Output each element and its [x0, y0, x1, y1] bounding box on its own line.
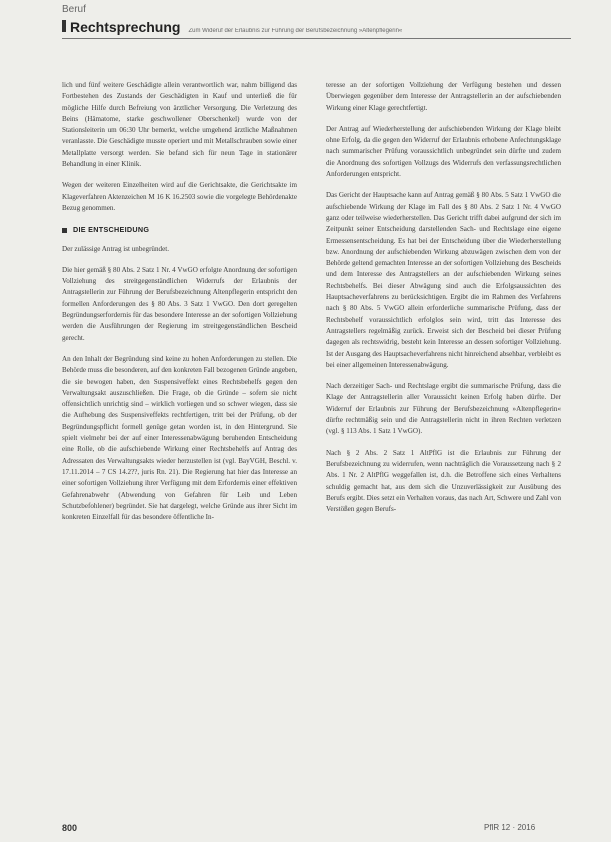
paragraph: Nach derzeitiger Sach- und Rechtslage ergibt die summarische Prüfung, dass die Klage der Antragstellerin aller Voraussicht keinen Erfolg haben dürfte. Der Widerruf der Erlaubnis zur Führung der Berufsbezeichnung »Altenpflegerin« dürfte rechtmäßig sein und die Antragstellerin nicht in ihren Rechten verletzen (vgl. § 113 Abs. 1 Satz 1 VwGO).	[326, 382, 561, 436]
paragraph: Wegen der weiteren Einzelheiten wird auf die Gerichtsakte, die Gerichtsakte im Klageverfahren Aktenzeichen M 16 K 16.2503 sowie die vorgelegte Behördenakte Bezug genommen.	[62, 181, 297, 212]
paragraph: Der Antrag auf Wiederherstellung der aufschiebenden Wirkung der Klage bleibt ohne Erfolg, da die gegen den Widerruf der Erlaubnis erhobene Anfechtungsklage nach summarischer Prüfung voraussichtlich unbegründet sein dürfte und zudem die Anordnung des sofortigen Vollzugs des Widerrufs den verfassungsrechtlichen Anforderungen entspricht.	[326, 124, 561, 179]
paragraph: Die hier gemäß § 80 Abs. 2 Satz 1 Nr. 4 VwGO erfolgte Anordnung der sofortigen Vollziehung des streitgegenständlichen Widerrufs der Erlaubnis der Antragstellerin zur Führung der Berufsbezeichnung Altenpflegerin entspricht den formellen Anforderungen des § 80 Abs. 3 Satz 1 VwGO. Den dort geregelten Begründungserfordernis für das besondere Interesse an der sofortigen Vollziehung werden die Ausführungen der Regierung im streitgegenständlichen Bescheid gerecht.	[62, 265, 297, 342]
square-bullet-icon	[62, 228, 67, 233]
paragraph: Das Gericht der Hauptsache kann auf Antrag gemäß § 80 Abs. 5 Satz 1 VwGO die aufschiebende Wirkung der Klage im Fall des § 80 Abs. 2 Satz 1 Nr. 4 VwGO ganz oder teilweise wiederherstellen. Das Gericht trifft dabei aufgrund der sich im Zeitpunkt seiner Entscheidung darstellenden Sach- und Rechtslage eine eigene Ermessensentscheidung. Es hat bei der Entscheidung über die Wiederherstellung bzw. Anordnung der aufschiebenden Wirkung abzuwägen zwischen dem von der Behörde geltend gemachten Interesse an der sofortigen Vollziehung des Bescheids und dem Interesse des Antragstellers an der aufschiebenden Wirkung seines Rechtsbehelfs. Bei dieser Abwägung sind auch die Erfolgsaussichten des Hauptsacheverfahrens zu berücksichtigen. Ergibt die im Rahmen des Verfahrens nach § 80 Abs. 5 VwGO allein erforderliche summarische Prüfung, dass der Rechtsbehelf voraussichtlich erfolglos sein wird, tritt das Interesse des Antragstellers regelmäßig zurück. Erweist sich der Bescheid bei dieser Prüfung dagegen als rechtswidrig, besteht kein Interesse an dessen sofortiger Vollziehung. Ist der Ausgang des Hauptsacheverfahrens nicht hinreichend absehbar, verbleibt es bei einer allgemeinen Interessenabwägung.	[326, 191, 561, 369]
rubric-title: Rechtsprechung	[70, 19, 181, 35]
paragraph: An den Inhalt der Begründung sind keine zu hohen Anforderungen zu stellen. Die Behörde muss die besonderen, auf den konkreten Fall bezogenen Gründe angeben, die sie bewogen haben, den Suspensiveffekt eines Rechtsbehelfs gegen den Verwaltungsakt auszuschließen. Die Frage, ob die Gründe – sofern sie nicht offensichtlich unrichtig sind – wirklich vorliegen und so schwer wiegen, dass sie die Aufhebung des Suspensiveffekts rechtfertigen, tritt bei der Prüfung, ob der Begründungspflicht formell genüge getan worden ist, in den Hintergrund. Sie spielt vielmehr bei der auf einer Interessenabwägung beruhenden Entscheidung eine Rolle, ob die aufschiebende Wirkung einer Rechtsbehelfs auf Antrag des Adressaten des Verwaltungsakts wieder herzustellen ist (vgl. BayVGH, Beschl. v. 17.11.2014 – 7 CS 14.2??, juris Rn. 21). Die Regierung hat hier das Interesse an einer sofortigen Vollziehung ihrer Verfügung mit dem Erfordernis einer effektiven Gefahrenabwehr (Abwendung von Gefahren für Leib und Leben Schutzbefohlener) begründet. Sie hat dargelegt, welche Gründe aus ihrer Sicht im konkreten Einzelfall für das besondere öffentliche In-	[62, 354, 297, 522]
paragraph: lich und fünf weitere Geschädigte allein verantwortlich war, nahm billigend das Fortbestehen des Zustands der Geschädigten in Kauf und unterließ die für mögliche Hilfe durch Befreiung von ärztlicher Versorgung. Die Verletzung des Beins (Hämatome, starke geschwollener Oberschenkel) wurde von der Stationsleiterin um 06:30 Uhr bemerkt, welche umgehend ärztliche Maßnahmen veranlasste. Die Geschädigte musste operiert und mit Metallschrauben sowie einer Metallplatte versorgt werden. Sie befand sich für neun Tage in stationärer Behandlung in einer Klinik.	[62, 81, 297, 169]
section-label: Beruf	[62, 4, 86, 15]
left-column	[62, 80, 297, 533]
article-subtitle: Zum Wideruf der Erlaubnis zur Führung der Berufsbezeichnung »Altenpflegerin«	[188, 28, 403, 34]
paragraph: Nach § 2 Abs. 2 Satz 1 AltPflG ist die Erlaubnis zur Führung der Berufsbezeichnung zu widerrufen, wenn nachträglich die Voraussetzung nach § 2 Abs. 1 Nr. 2 AltPflG weggefallen ist, d.h. die Betroffene sich eines Verhaltens schuldig gemacht hat, aus dem sich die Unzuverlässigkeit zur Ausübung des Berufs ergibt. Dies setzt ein Verhalten voraus, das nach Art, Schwere und Zahl von Verstößen gegen Berufs-	[326, 448, 561, 514]
page-number: 800	[62, 823, 78, 833]
section-heading	[62, 224, 297, 235]
right-column	[326, 80, 561, 525]
section-heading-label: DIE ENTSCHEIDUNG	[73, 225, 150, 235]
page-header	[62, 4, 571, 39]
title-row	[62, 19, 571, 39]
paragraph: Der zulässige Antrag ist unbegründet.	[62, 244, 169, 253]
paragraph: teresse an der sofortigen Vollziehung der Verfügung bestehen und dessen Überwiegen gegenüber dem Interesse der Antragstellerin an der aufschiebenden Wirkung einer Klage gerechtfertigt.	[326, 81, 561, 112]
journal-citation: PflR 12 · 2016	[484, 823, 536, 832]
rubric-marker	[62, 20, 66, 32]
